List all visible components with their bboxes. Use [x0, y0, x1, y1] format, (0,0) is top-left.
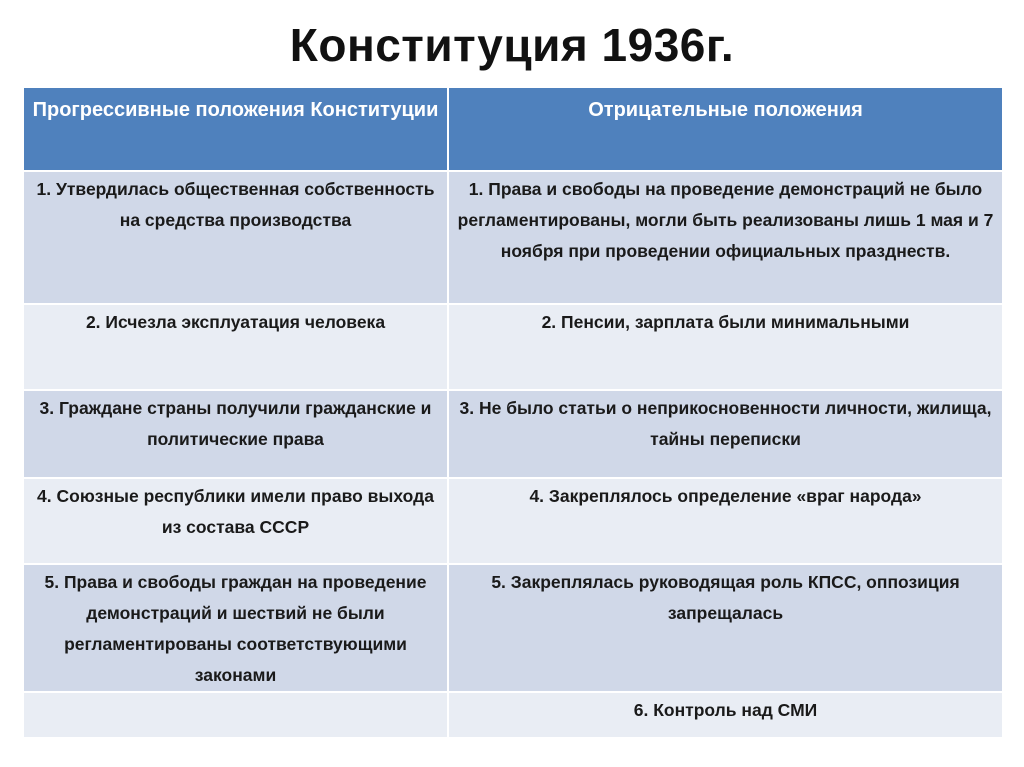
table-row [23, 390, 1003, 478]
cell-progressive: 2. Исчезла эксплуатация человека [23, 304, 448, 390]
cell-progressive: 4. Союзные республики имели право выхода из состава СССР [23, 478, 448, 564]
cell-negative: 2. Пенсии, зарплата были минимальными [448, 304, 1003, 390]
cell-progressive [23, 692, 448, 738]
cell-negative: 3. Не было статьи о неприкосновенности личности, жилища, тайны переписки [448, 390, 1003, 478]
table-row [23, 478, 1003, 564]
cell-progressive: 5. Права и свободы граждан на проведение демонстраций и шествий не были регламентированы соответствующими законами [23, 564, 448, 692]
cell-progressive: 3. Граждане страны получили гражданские и политические права [23, 390, 448, 478]
slide-title: Конституция 1936г. [289, 19, 735, 71]
table-row [23, 304, 1003, 390]
cell-negative: 6. Контроль над СМИ [448, 692, 1003, 738]
header-progressive: Прогрессивные положения Конституции [23, 87, 448, 171]
table-row [23, 564, 1003, 692]
table-row [23, 171, 1003, 304]
constitution-table [22, 86, 1004, 739]
cell-negative: 4. Закреплялось определение «враг народа» [448, 478, 1003, 564]
table-header-row [23, 87, 1003, 171]
cell-negative: 1. Права и свободы на проведение демонстраций не было регламентированы, могли быть реализованы лишь 1 мая и 7 ноября при проведении официальных празднеств. [448, 171, 1003, 304]
cell-negative: 5. Закреплялась руководящая роль КПСС, оппозиция запрещалась [448, 564, 1003, 692]
cell-progressive: 1. Утвердилась общественная собственность на средства производства [23, 171, 448, 304]
header-negative: Отрицательные положения [448, 87, 1003, 171]
table-row [23, 692, 1003, 738]
